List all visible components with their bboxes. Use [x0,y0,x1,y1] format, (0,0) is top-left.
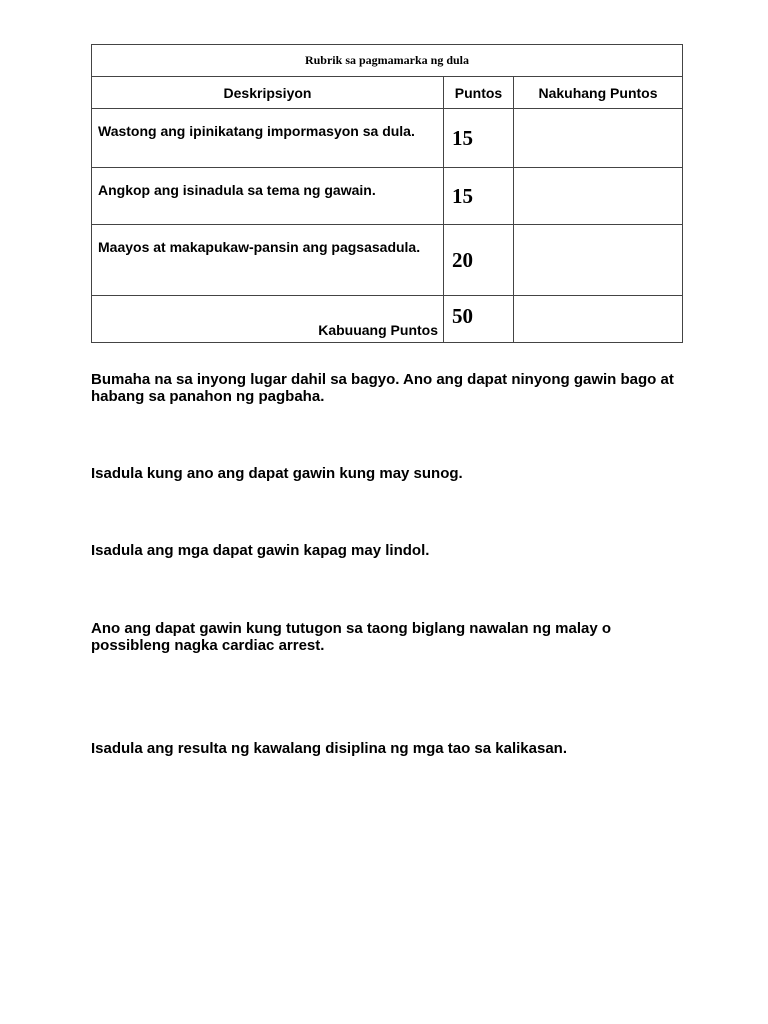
header-description: Deskripsiyon [92,77,444,109]
rubric-row [92,168,683,225]
criterion-description [92,168,444,225]
criterion-earned-points[interactable] [514,109,683,168]
criterion-text: Maayos at makapukaw-pansin ang pagsasadula. [98,239,421,255]
rubric-total-row [92,296,683,343]
total-earned-points[interactable] [514,296,683,343]
activity-prompt-earthquake: Isadula ang mga dapat gawin kapag may lindol. [91,542,430,559]
activity-prompt-cardiac-arrest: Ano ang dapat gawin kung tutugon sa taong biglang nawalan ng malay o possibleng nagka cardiac arrest. [91,620,612,654]
total-label: Kabuuang Puntos [92,296,444,343]
header-points: Puntos [444,77,514,109]
header-earned-points: Nakuhang Puntos [514,77,683,109]
rubric-title-row [92,45,683,77]
criterion-text: Wastong ang ipinikatang impormasyon sa dula. [98,123,415,139]
activity-prompt-fire: Isadula kung ano ang dapat gawin kung may sunog. [91,465,463,482]
rubric-header-row [92,77,683,109]
criterion-points: 20 [444,225,514,296]
rubric-row [92,109,683,168]
criterion-description [92,109,444,168]
criterion-points: 15 [444,168,514,225]
rubric-row [92,225,683,296]
criterion-text: Angkop ang isinadula sa tema ng gawain. [98,182,376,198]
criterion-earned-points[interactable] [514,168,683,225]
criterion-description [92,225,444,296]
criterion-earned-points[interactable] [514,225,683,296]
rubric-title: Rubrik sa pagmamarka ng dula [92,45,683,77]
activity-prompt-flood: Bumaha na sa inyong lugar dahil sa bagyo. Ano ang dapat ninyong gawin bago at habang sa panahon ng pagbaha. [91,371,674,405]
rubric-table [91,44,683,343]
criterion-points: 15 [444,109,514,168]
total-points: 50 [444,296,514,343]
activity-prompt-environment: Isadula ang resulta ng kawalang disiplina ng mga tao sa kalikasan. [91,740,567,757]
